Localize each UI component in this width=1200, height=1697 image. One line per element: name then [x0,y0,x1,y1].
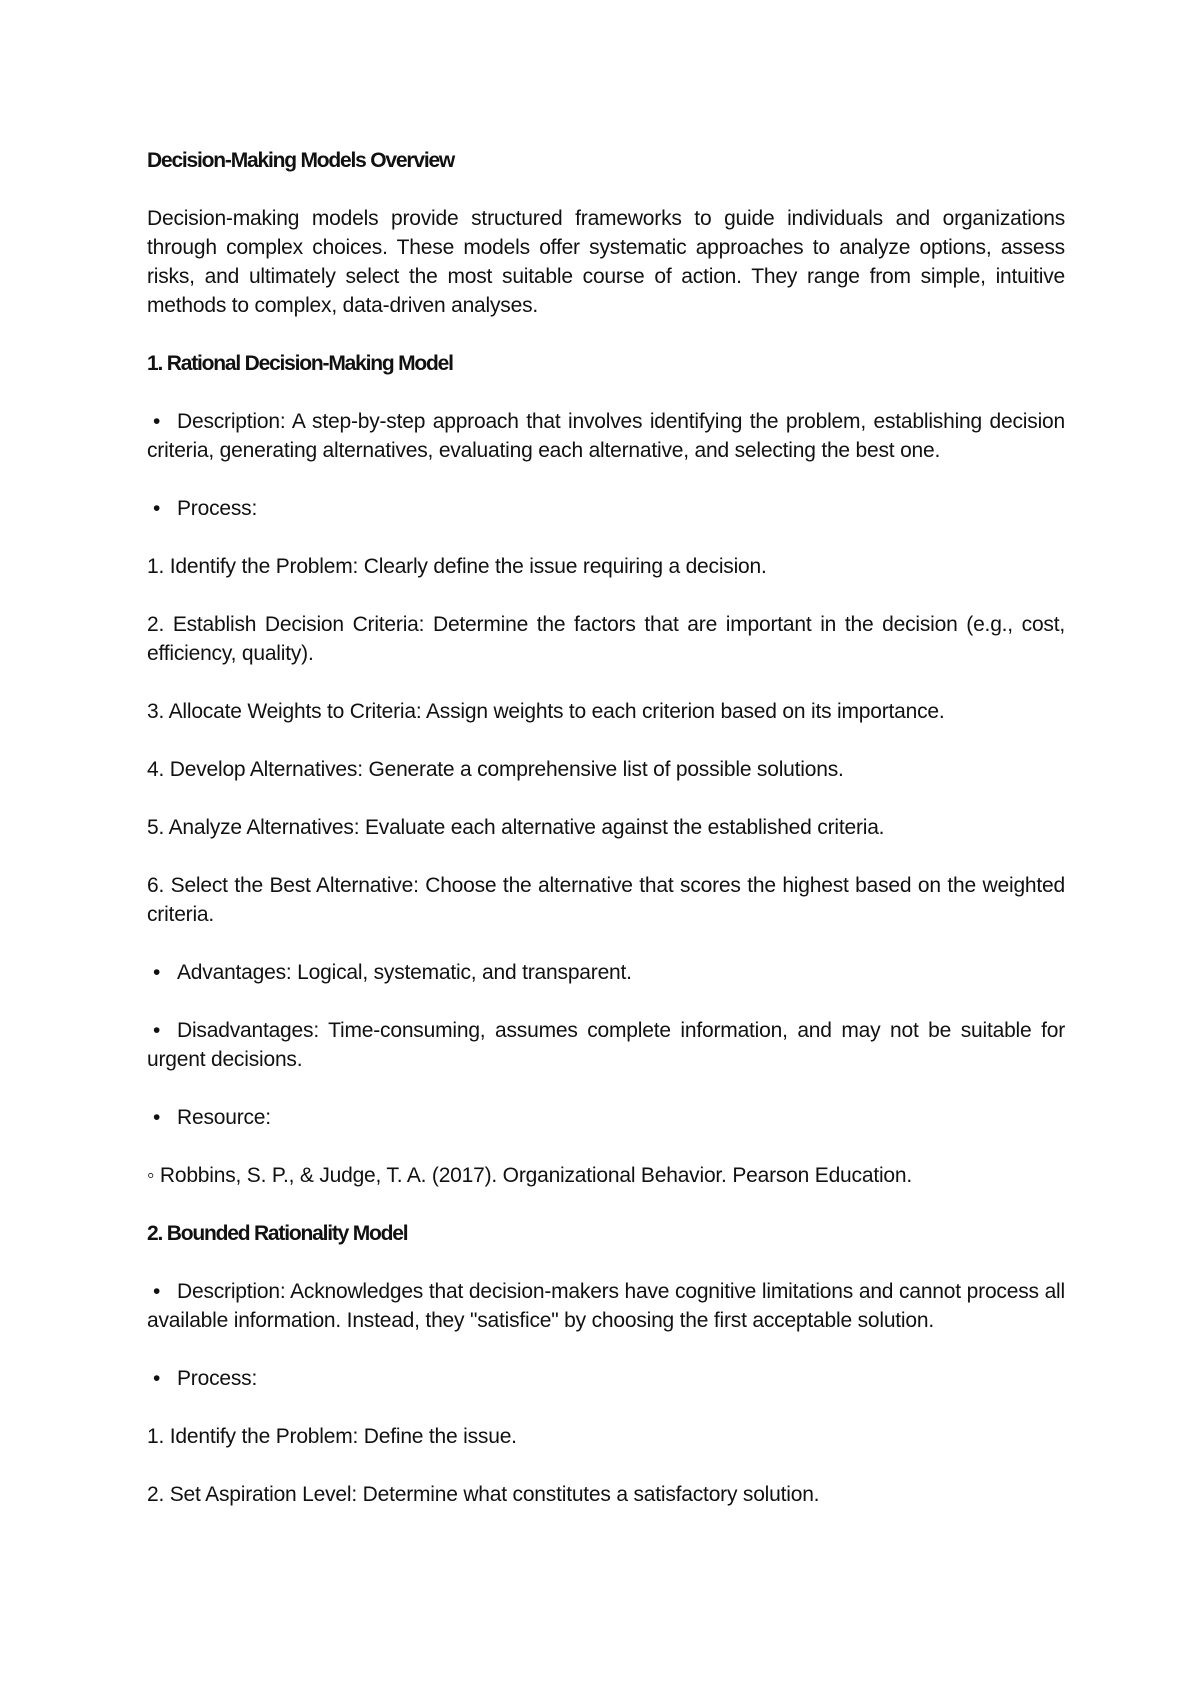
process-label-text: Process: [177,497,258,520]
section2-process-label [147,1364,1065,1393]
section1-step-3: 3. Allocate Weights to Criteria: Assign weights to each criterion based on its importance. [147,700,945,723]
intro-paragraph: Decision-making models provide structured frameworks to guide individuals and organizations through complex choices. These models offer systematic approaches to analyze options, assess risks, and ultimately select the most suitable course of action. They range from simple, intuitive methods to complex, data-driven analyses. [147,207,1065,317]
bullet-icon: • [153,1280,161,1303]
section2-step-1: 1. Identify the Problem: Define the issue. [147,1425,517,1448]
section1-disadvantages [147,1016,1065,1074]
section1-step-4: 4. Develop Alternatives: Generate a comprehensive list of possible solutions. [147,758,844,781]
section1-step-2: 2. Establish Decision Criteria: Determine the factors that are important in the decision (e.g., cost, efficiency, quality). [147,613,1065,665]
process-label-text: Process: [177,1367,258,1390]
document-title: Decision-Making Models Overview [147,149,455,172]
bullet-icon: • [153,410,161,433]
section1-resource-label [147,1103,1065,1132]
section1-step-6: 6. Select the Best Alternative: Choose the alternative that scores the highest based on the weighted criteria. [147,874,1065,926]
section1-process-label [147,494,1065,523]
advantages-text: Advantages: Logical, systematic, and transparent. [177,961,632,984]
section1-description-text: Description: A step-by-step approach that involves identifying the problem, establishing decision criteria, generating alternatives, evaluating each alternative, and selecting the best one. [147,410,1065,462]
document-page [147,146,1065,1509]
section1-description [147,407,1065,465]
section1-step-5: 5. Analyze Alternatives: Evaluate each alternative against the established criteria. [147,816,885,839]
disadvantages-text: Disadvantages: Time-consuming, assumes complete information, and may not be suitable for urgent decisions. [147,1019,1065,1071]
bullet-icon: • [153,1106,161,1129]
section2-description-text: Description: Acknowledges that decision-makers have cognitive limitations and cannot process all available information. Instead, they "satisfice" by choosing the first acceptable solution. [147,1280,1065,1332]
section1-resource-citation: ◦ Robbins, S. P., & Judge, T. A. (2017). Organizational Behavior. Pearson Education. [147,1164,913,1187]
bullet-icon: • [153,497,161,520]
section1-advantages [147,958,1065,987]
section2-heading: 2. Bounded Rationality Model [147,1222,408,1245]
bullet-icon: • [153,1367,161,1390]
bullet-icon: • [153,1019,161,1042]
bullet-icon: • [153,961,161,984]
section1-heading: 1. Rational Decision-Making Model [147,352,453,375]
section1-step-1: 1. Identify the Problem: Clearly define the issue requiring a decision. [147,555,767,578]
section2-step-2: 2. Set Aspiration Level: Determine what constitutes a satisfactory solution. [147,1483,820,1506]
resource-label-text: Resource: [177,1106,271,1129]
section2-description [147,1277,1065,1335]
